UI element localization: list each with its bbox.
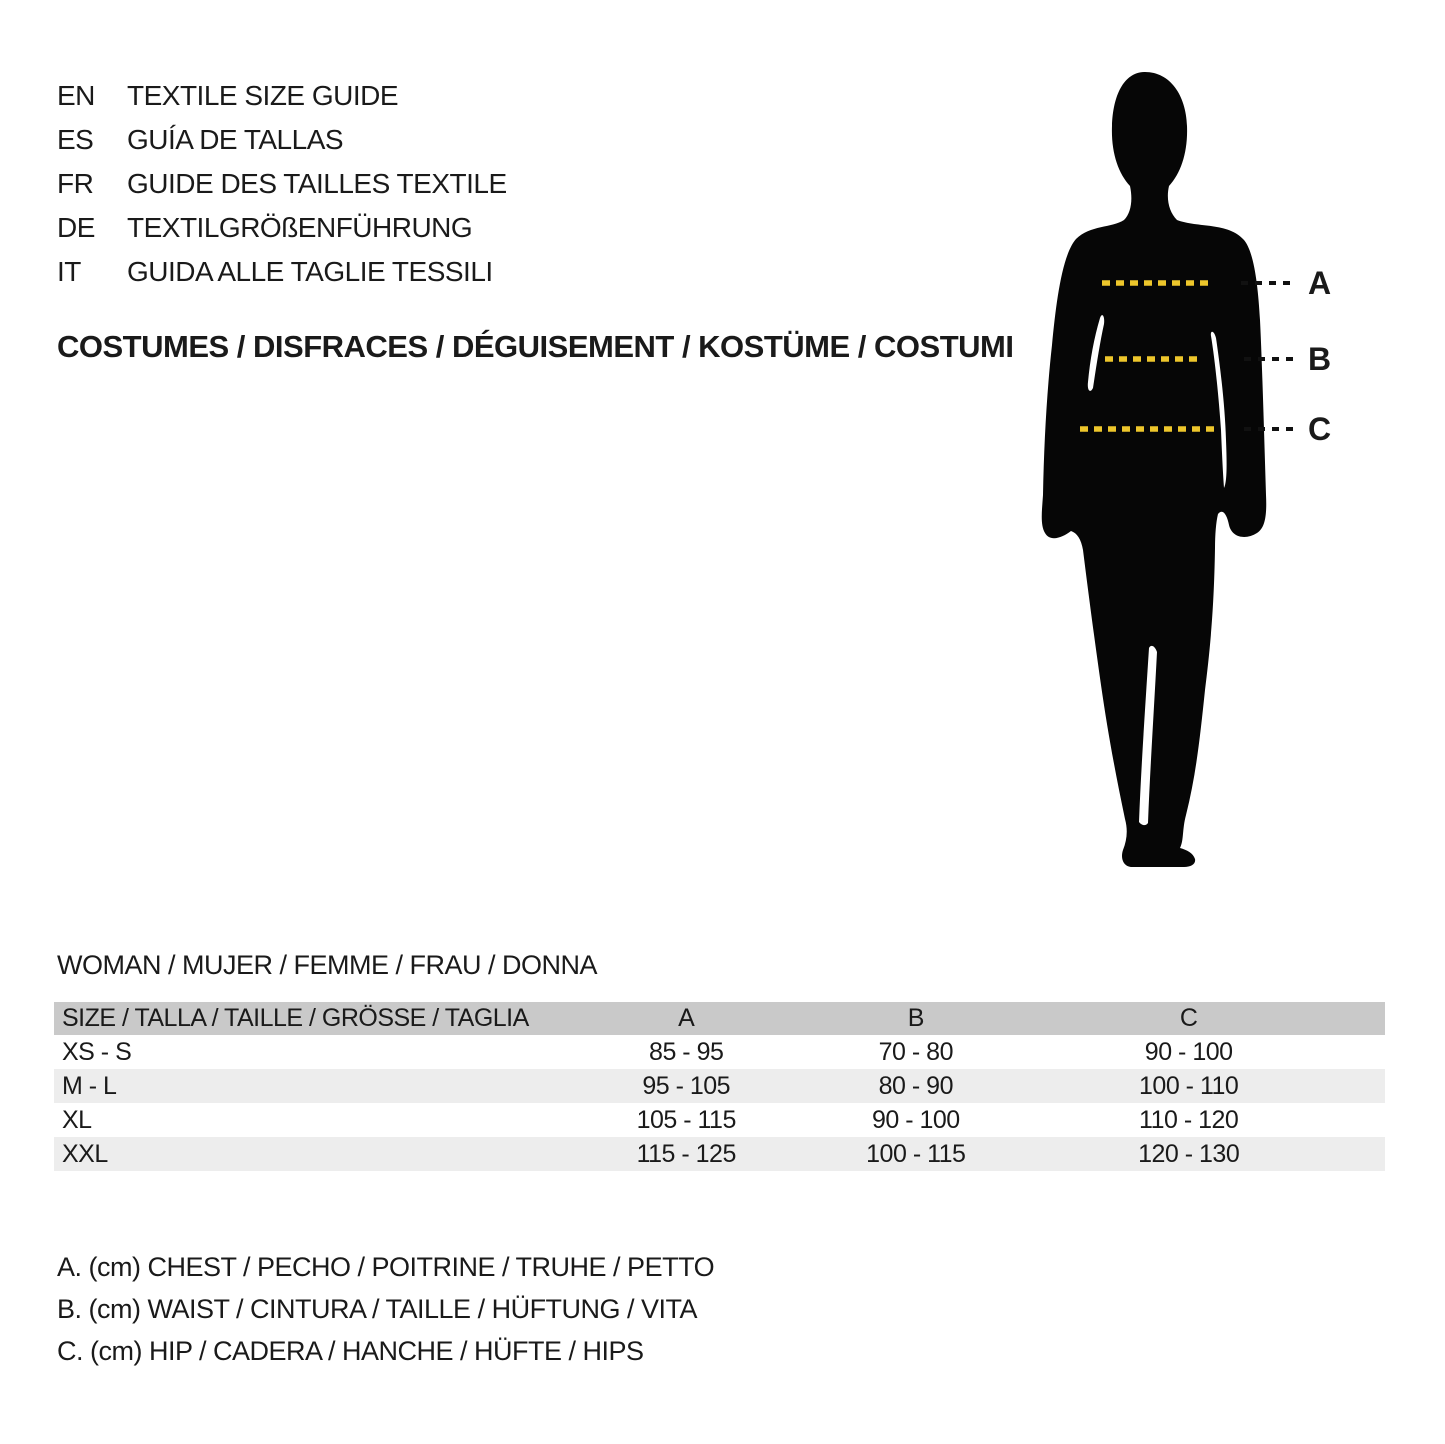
cell-size: XL (62, 1105, 92, 1134)
language-row-de (57, 206, 507, 250)
cell-size: M - L (62, 1071, 117, 1100)
language-code: DE (57, 212, 95, 243)
cell-a: 85 - 95 (649, 1037, 724, 1066)
legend-hip: C. (cm) HIP / CADERA / HANCHE / HÜFTE / HIPS (57, 1336, 644, 1366)
language-code: FR (57, 168, 94, 199)
table-row-xl (54, 1103, 1385, 1137)
table-row-m-l (54, 1069, 1385, 1103)
legend-waist: B. (cm) WAIST / CINTURA / TAILLE / HÜFTUNG / VITA (57, 1294, 698, 1324)
measurement-figure (1030, 70, 1360, 882)
marker-label-a: A (1308, 265, 1332, 301)
guide-title-en: TEXTILE SIZE GUIDE (127, 80, 399, 111)
cell-c: 120 - 130 (1138, 1139, 1240, 1168)
marker-label-c: C (1308, 411, 1332, 447)
language-code: IT (57, 256, 81, 287)
cell-b: 70 - 80 (878, 1037, 953, 1066)
guide-title-it: GUIDA ALLE TAGLIE TESSILI (127, 256, 493, 287)
guide-title-fr: GUIDE DES TAILLES TEXTILE (127, 168, 507, 199)
cell-a: 105 - 115 (636, 1105, 736, 1134)
cell-c: 90 - 100 (1144, 1037, 1233, 1066)
language-code: EN (57, 80, 95, 111)
cell-a: 95 - 105 (642, 1071, 731, 1100)
language-row-es (57, 118, 507, 162)
guide-title-de: TEXTILGRÖßENFÜHRUNG (127, 212, 473, 243)
woman-silhouette (1042, 72, 1266, 867)
header-b: B (839, 1002, 992, 1035)
marker-label-b: B (1308, 341, 1332, 377)
category-title: COSTUMES / DISFRACES / DÉGUISEMENT / KOSTÜME / COSTUMI (57, 329, 1014, 364)
cell-b: 100 - 115 (866, 1139, 966, 1168)
cell-b: 80 - 90 (878, 1071, 953, 1100)
measurement-legend (57, 1246, 714, 1372)
language-row-it (57, 250, 507, 294)
language-row-fr (57, 162, 507, 206)
cell-size: XS - S (62, 1037, 132, 1066)
woman-silhouette-graphic (1030, 70, 1360, 882)
header-a: A (533, 1002, 839, 1035)
table-row-xxl (54, 1137, 1385, 1171)
language-title-list (57, 74, 507, 294)
header-size: SIZE / TALLA / TAILLE / GRÖSSE / TAGLIA (54, 1002, 533, 1035)
guide-title-es: GUÍA DE TALLAS (127, 124, 344, 155)
cell-size: XXL (62, 1139, 108, 1168)
cell-c: 100 - 110 (1139, 1071, 1239, 1100)
cell-c: 110 - 120 (1139, 1105, 1239, 1134)
cell-a: 115 - 125 (636, 1139, 736, 1168)
size-table (54, 1002, 1385, 1171)
table-row-xs-s (54, 1035, 1385, 1069)
language-row-en (57, 74, 507, 118)
size-table-header-row (54, 1002, 1385, 1035)
legend-chest: A. (cm) CHEST / PECHO / POITRINE / TRUHE / PETTO (57, 1252, 715, 1282)
section-label-woman: WOMAN / MUJER / FEMME / FRAU / DONNA (57, 950, 597, 980)
language-code: ES (57, 124, 94, 155)
cell-b: 90 - 100 (871, 1105, 960, 1134)
header-c: C (992, 1002, 1385, 1035)
